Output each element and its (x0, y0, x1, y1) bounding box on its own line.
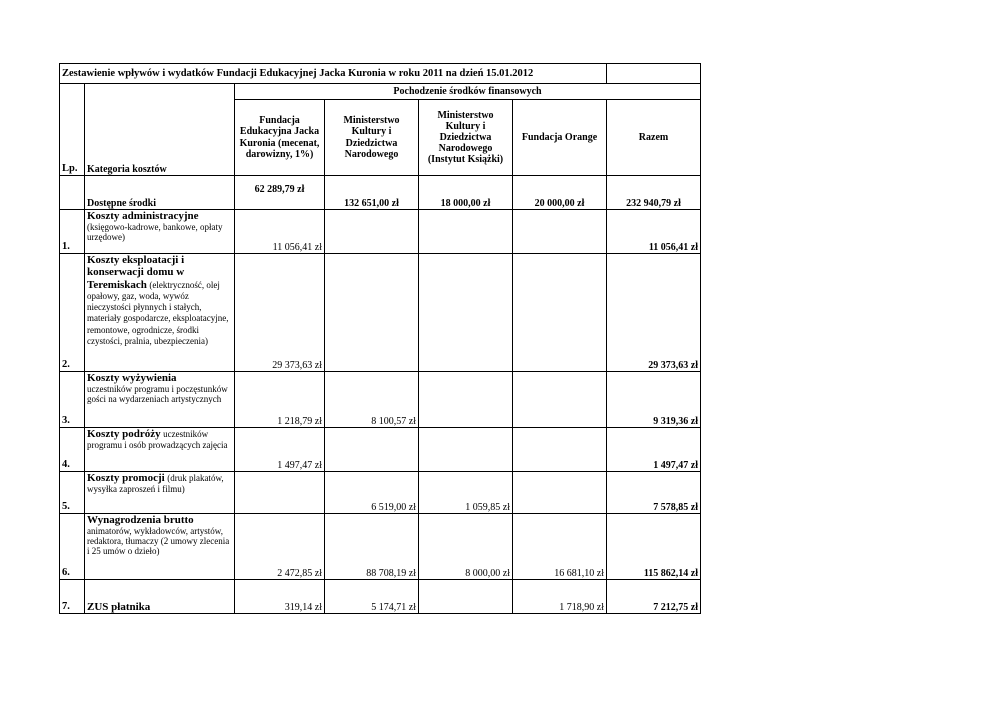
row-lp: 7. (60, 580, 85, 614)
row-fund4: 16 681,10 zł (513, 514, 607, 580)
row-lp: 1. (60, 210, 85, 254)
row-category (85, 580, 235, 614)
row-category (85, 428, 235, 472)
available-fund3: 18 000,00 zł (419, 176, 513, 210)
table-row (60, 372, 701, 428)
row-category-title: Koszty podróży (87, 428, 161, 440)
row-fund3 (419, 580, 513, 614)
title-row-empty-cell (607, 64, 701, 84)
table-row (60, 580, 701, 614)
row-fund2: 6 519,00 zł (325, 472, 419, 514)
row-total: 11 056,41 zł (607, 210, 701, 254)
row-fund2 (325, 254, 419, 372)
row-total: 115 862,14 zł (607, 514, 701, 580)
row-fund2 (325, 210, 419, 254)
row-lp: 2. (60, 254, 85, 372)
row-total: 7 212,75 zł (607, 580, 701, 614)
row-fund3: 8 000,00 zł (419, 514, 513, 580)
row-fund4 (513, 254, 607, 372)
fund2-header: Ministerstwo Kultury i Dziedzictwa Narodowego (325, 100, 419, 176)
row-fund2: 5 174,71 zł (325, 580, 419, 614)
table-row (60, 210, 701, 254)
row-category-title: Koszty wyżywienia (87, 372, 177, 384)
total-header: Razem (607, 100, 701, 176)
row-fund4 (513, 210, 607, 254)
row-fund4 (513, 428, 607, 472)
row-fund2: 8 100,57 zł (325, 372, 419, 428)
available-funds-row (60, 176, 701, 210)
row-total: 7 578,85 zł (607, 472, 701, 514)
row-category-title: Koszty eksploatacji i konserwacji domu w Teremiskach (87, 254, 185, 291)
row-fund3 (419, 372, 513, 428)
row-total: 9 319,36 zł (607, 372, 701, 428)
table-row (60, 428, 701, 472)
category-header: Kategoria kosztów (85, 84, 235, 176)
row-fund3 (419, 254, 513, 372)
fund4-header: Fundacja Orange (513, 100, 607, 176)
row-fund1 (235, 472, 325, 514)
row-category-desc: (druk plakatów, wysyłka zaproszeń i filmu) (87, 473, 224, 495)
available-total: 232 940,79 zł (607, 176, 701, 210)
funding-source-header: Pochodzenie środków finansowych (235, 84, 701, 100)
row-fund1: 2 472,85 zł (235, 514, 325, 580)
title-row (60, 64, 701, 84)
row-category-title: Koszty promocji (87, 472, 165, 484)
row-category-desc: (księgowo-kadrowe, bankowe, opłaty urzędowe) (87, 222, 223, 243)
fund1-header: Fundacja Edukacyjna Jacka Kuronia (mecenat, darowizny, 1%) (235, 100, 325, 176)
row-fund4 (513, 472, 607, 514)
row-fund1: 1 218,79 zł (235, 372, 325, 428)
row-category-title: ZUS płatnika (87, 600, 151, 613)
row-fund2: 88 708,19 zł (325, 514, 419, 580)
row-lp: 6. (60, 514, 85, 580)
row-fund3: 1 059,85 zł (419, 472, 513, 514)
row-category (85, 254, 235, 372)
row-fund1: 1 497,47 zł (235, 428, 325, 472)
row-category-desc: animatorów, wykładowców, artystów, redaktora, tłumaczy (2 umowy zlecenia i 25 umów o dzieło) (87, 526, 230, 557)
available-label: Dostępne środki (85, 176, 235, 210)
row-fund4: 1 718,90 zł (513, 580, 607, 614)
row-category-title: Koszty administracyjne (87, 210, 199, 222)
group-header-row (60, 84, 701, 100)
table-title: Zestawienie wpływów i wydatków Fundacji Edukacyjnej Jacka Kuronia w roku 2011 na dzień 15.01.2012 (60, 64, 607, 84)
row-category (85, 210, 235, 254)
row-lp: 3. (60, 372, 85, 428)
row-category (85, 372, 235, 428)
row-fund1: 319,14 zł (235, 580, 325, 614)
available-fund2: 132 651,00 zł (325, 176, 419, 210)
row-category-desc: uczestników programu i osób prowadzących zajęcia (87, 429, 228, 451)
row-category-desc: uczestników programu i poczęstunków gości na wydarzeniach artystycznych (87, 384, 228, 405)
table-row (60, 254, 701, 372)
row-lp: 5. (60, 472, 85, 514)
row-category-desc: (elektryczność, olej opałowy, gaz, woda, wywóz nieczystości płynnych i stałych, materiały gospodarcze, eksploatacyjne, remontowe, ogrodnicze, środki czystości, pralnia, ubezpieczenia) (87, 279, 229, 346)
fund3-header: Ministerstwo Kultury i Dziedzictwa Narodowego (Instytut Książki) (419, 100, 513, 176)
row-fund2 (325, 428, 419, 472)
row-lp: 4. (60, 428, 85, 472)
row-fund1: 11 056,41 zł (235, 210, 325, 254)
row-category (85, 514, 235, 580)
available-fund1: 62 289,79 zł (235, 176, 325, 210)
available-fund4: 20 000,00 zł (513, 176, 607, 210)
row-category (85, 472, 235, 514)
table-row (60, 514, 701, 580)
row-total: 29 373,63 zł (607, 254, 701, 372)
row-fund4 (513, 372, 607, 428)
row-fund3 (419, 428, 513, 472)
financial-summary-table (59, 63, 701, 614)
available-lp (60, 176, 85, 210)
row-category-title: Wynagrodzenia brutto (87, 514, 194, 526)
row-total: 1 497,47 zł (607, 428, 701, 472)
lp-header: Lp. (60, 84, 85, 176)
row-fund1: 29 373,63 zł (235, 254, 325, 372)
table-row (60, 472, 701, 514)
row-fund3 (419, 210, 513, 254)
